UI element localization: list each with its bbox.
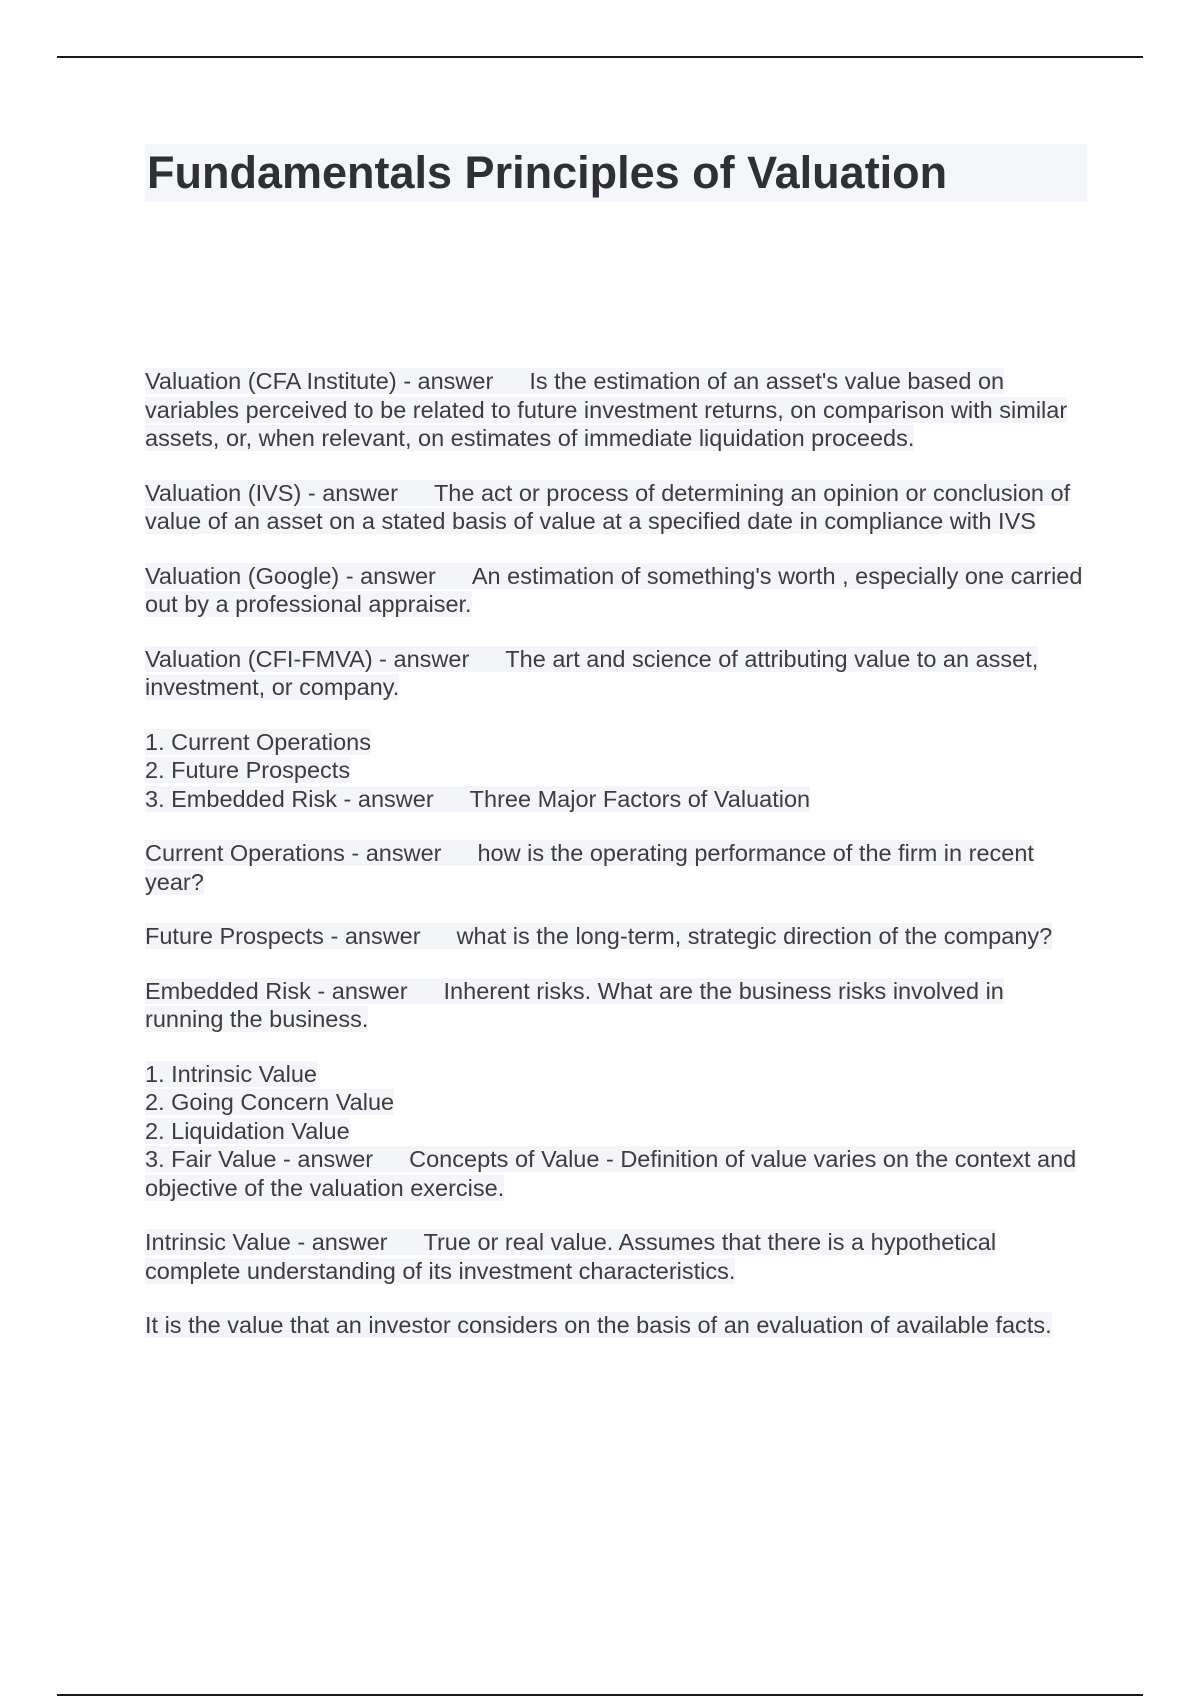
entry-definition: The act or process of determining an opinion or conclusion of value of an asset on a stated basis of value at a specified date in compliance with IVS xyxy=(145,479,1071,534)
flashcard-entry xyxy=(145,367,1085,453)
entry-term: Current Operations - answer xyxy=(145,840,442,866)
entry-term-line: 2. Going Concern Value xyxy=(145,1089,395,1115)
flashcard-entry xyxy=(145,977,1085,1034)
entry-term-line: 2. Liquidation Value xyxy=(145,1117,350,1144)
entry-definition: An estimation of something's worth , especially one carried out by a professional appraiser. xyxy=(145,562,1083,617)
entry-term: Future Prospects - answer xyxy=(145,923,421,949)
closing-note xyxy=(145,1311,1085,1340)
entry-term-line: 1. Intrinsic Value xyxy=(145,1060,317,1087)
title-banner xyxy=(145,144,1087,202)
flashcard-entry xyxy=(145,839,1085,896)
entry-definition: how is the operating performance of the firm in recent year? xyxy=(145,840,1034,895)
flashcard-entry xyxy=(145,1060,1085,1203)
flashcard-list xyxy=(145,367,1085,1340)
entry-term: 3. Fair Value - answer xyxy=(145,1146,374,1172)
closing-note-text: It is the value that an investor considers on the basis of an evaluation of available facts. xyxy=(145,1312,1052,1338)
entry-term: Embedded Risk - answer xyxy=(145,977,408,1004)
entry-term: Valuation (IVS) - answer xyxy=(145,479,398,506)
entry-term: Valuation (CFI-FMVA) - answer xyxy=(145,645,470,672)
entry-term-line: 2. Future Prospects xyxy=(145,757,351,783)
top-rule xyxy=(57,56,1143,58)
entry-definition: what is the long-term, strategic direction of the company? xyxy=(456,923,1053,949)
page-title: Fundamentals Principles of Valuation xyxy=(147,147,948,198)
flashcard-entry xyxy=(145,1228,1085,1285)
flashcard-entry xyxy=(145,728,1085,814)
entry-definition: Is the estimation of an asset's value based on variables perceived to be related to future investment returns, on comparison with similar assets, or, when relevant, on estimates of immediate liquidation proceeds. xyxy=(145,368,1068,451)
flashcard-entry xyxy=(145,645,1085,702)
entry-term: Valuation (CFA Institute) - answer xyxy=(145,368,494,394)
entry-term-line: 1. Current Operations xyxy=(145,728,371,755)
entry-definition: Concepts of Value - Definition of value varies on the context and objective of the valuation exercise. xyxy=(145,1146,1077,1201)
entry-term: 3. Embedded Risk - answer xyxy=(145,785,434,812)
entry-definition: Three Major Factors of Valuation xyxy=(469,785,811,812)
entry-definition: True or real value. Assumes that there is a hypothetical complete understanding of its investment characteristics. xyxy=(145,1229,997,1284)
entry-definition: The art and science of attributing value to an asset, investment, or company. xyxy=(145,645,1039,700)
flashcard-entry xyxy=(145,479,1085,536)
flashcard-entry xyxy=(145,562,1085,619)
bottom-rule xyxy=(57,1694,1143,1696)
flashcard-entry xyxy=(145,922,1085,951)
entry-term: Intrinsic Value - answer xyxy=(145,1229,388,1255)
entry-term: Valuation (Google) - answer xyxy=(145,562,436,589)
entry-definition: Inherent risks. What are the business risks involved in running the business. xyxy=(145,977,1004,1032)
